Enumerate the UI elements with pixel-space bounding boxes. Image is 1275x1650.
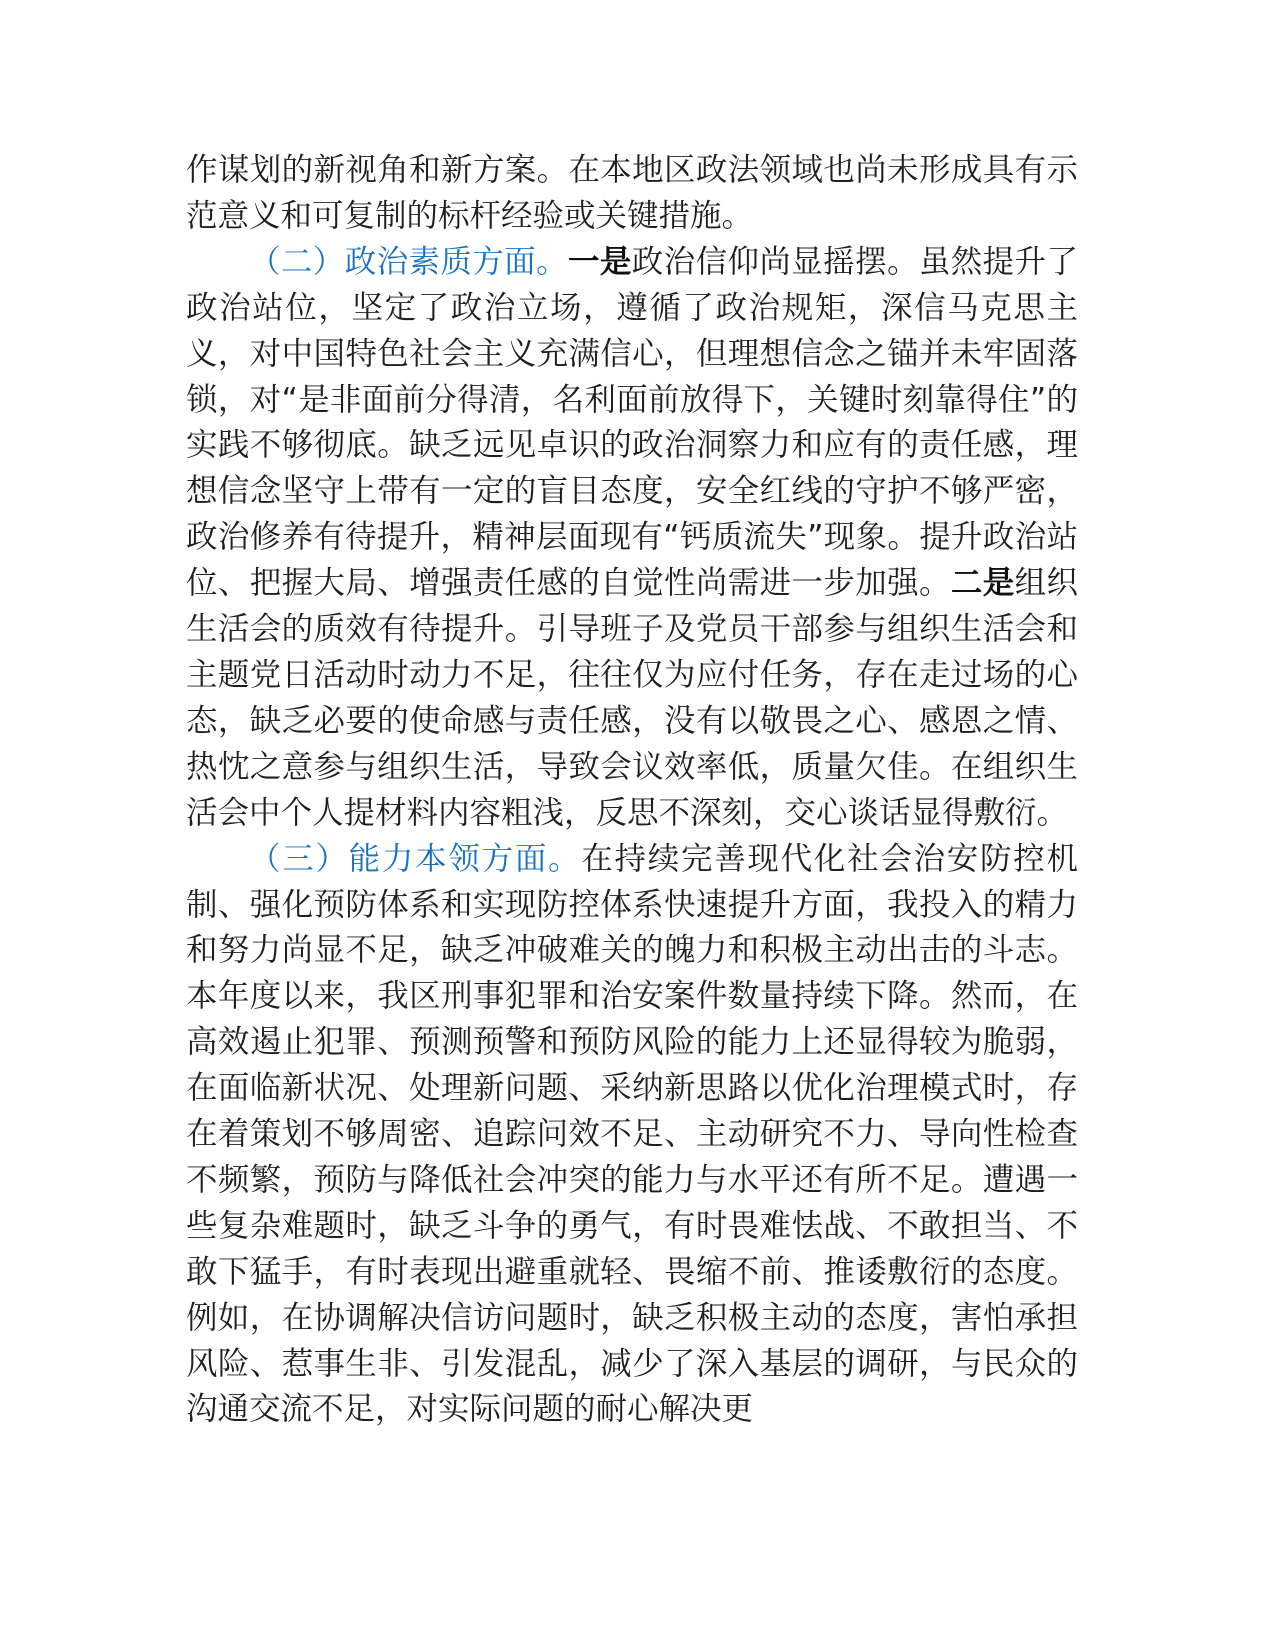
paragraph-text: 在持续完善现代化社会治安防控机制、强化预防体系和实现防控体系快速提升方面，我投入的精力和努力尚显不足，缺乏冲破难关的魄力和积极主动出击的斗志。本年度以来，我区刑事犯罪和治安案件数量持续下降。然而，在高效遏止犯罪、预测预警和预防风险的能力上还显得较为脆弱，在面临新状况、处理新问题、采纳新思路以优化治理模式时，存在着策划不够周密、追踪问效不足、主动研究不力、导向性检查不频繁，预防与降低社会冲突的能力与水平还有所不足。遭遇一些复杂难题时，缺乏斗争的勇气，有时畏难怯战、不敢担当、不敢下猛手，有时表现出避重就轻、畏缩不前、推诿敷衍的态度。例如，在协调解决信访问题时，缺乏积极主动的态度，害怕承担风险、惹事生非、引发混乱，减少了深入基层的调研，与民众的沟通交流不足，对实际问题的耐心解决更 xyxy=(186,840,1078,1428)
document-body xyxy=(186,148,1078,1433)
section-heading-ability: （三）能力本领方面。 xyxy=(249,840,582,877)
paragraph-continuation xyxy=(186,148,1078,240)
paragraph-ability xyxy=(186,837,1078,1434)
paragraph-political-quality xyxy=(186,240,1078,837)
paragraph-text: 作谋划的新视角和新方案。在本地区政法领域也尚未形成具有示范意义和可复制的标杆经验或关键措施。 xyxy=(186,152,1078,234)
section-heading-political-quality: （二）政治素质方面。 xyxy=(249,243,568,280)
point-label-second: 二是 xyxy=(950,565,1015,602)
point-label-first: 一是 xyxy=(567,243,632,280)
paragraph-text: 组织生活会的质效有待提升。引导班子及党员干部参与组织生活会和主题党日活动时动力不足，往往仅为应付任务，存在走过场的心态，缺乏必要的使命感与责任感，没有以敬畏之心、感恩之情、热忱之意参与组织生活，导致会议效率低，质量欠佳。在组织生活会中个人提材料内容粗浅，反思不深刻，交心谈话显得敷衍。 xyxy=(186,565,1078,831)
paragraph-text: 政治信仰尚显摇摆。虽然提升了政治站位，坚定了政治立场，遵循了政治规矩，深信马克思主义，对中国特色社会主义充满信心，但理想信念之锚并未牢固落锁，对“是非面前分得清，名利面前放得下，关键时刻靠得住”的实践不够彻底。缺乏远见卓识的政治洞察力和应有的责任感，理想信念坚守上带有一定的盲目态度，安全红线的守护不够严密，政治修养有待提升，精神层面现有“钙质流失”现象。提升政治站位、把握大局、增强责任感的自觉性尚需进一步加强。 xyxy=(186,243,1078,602)
